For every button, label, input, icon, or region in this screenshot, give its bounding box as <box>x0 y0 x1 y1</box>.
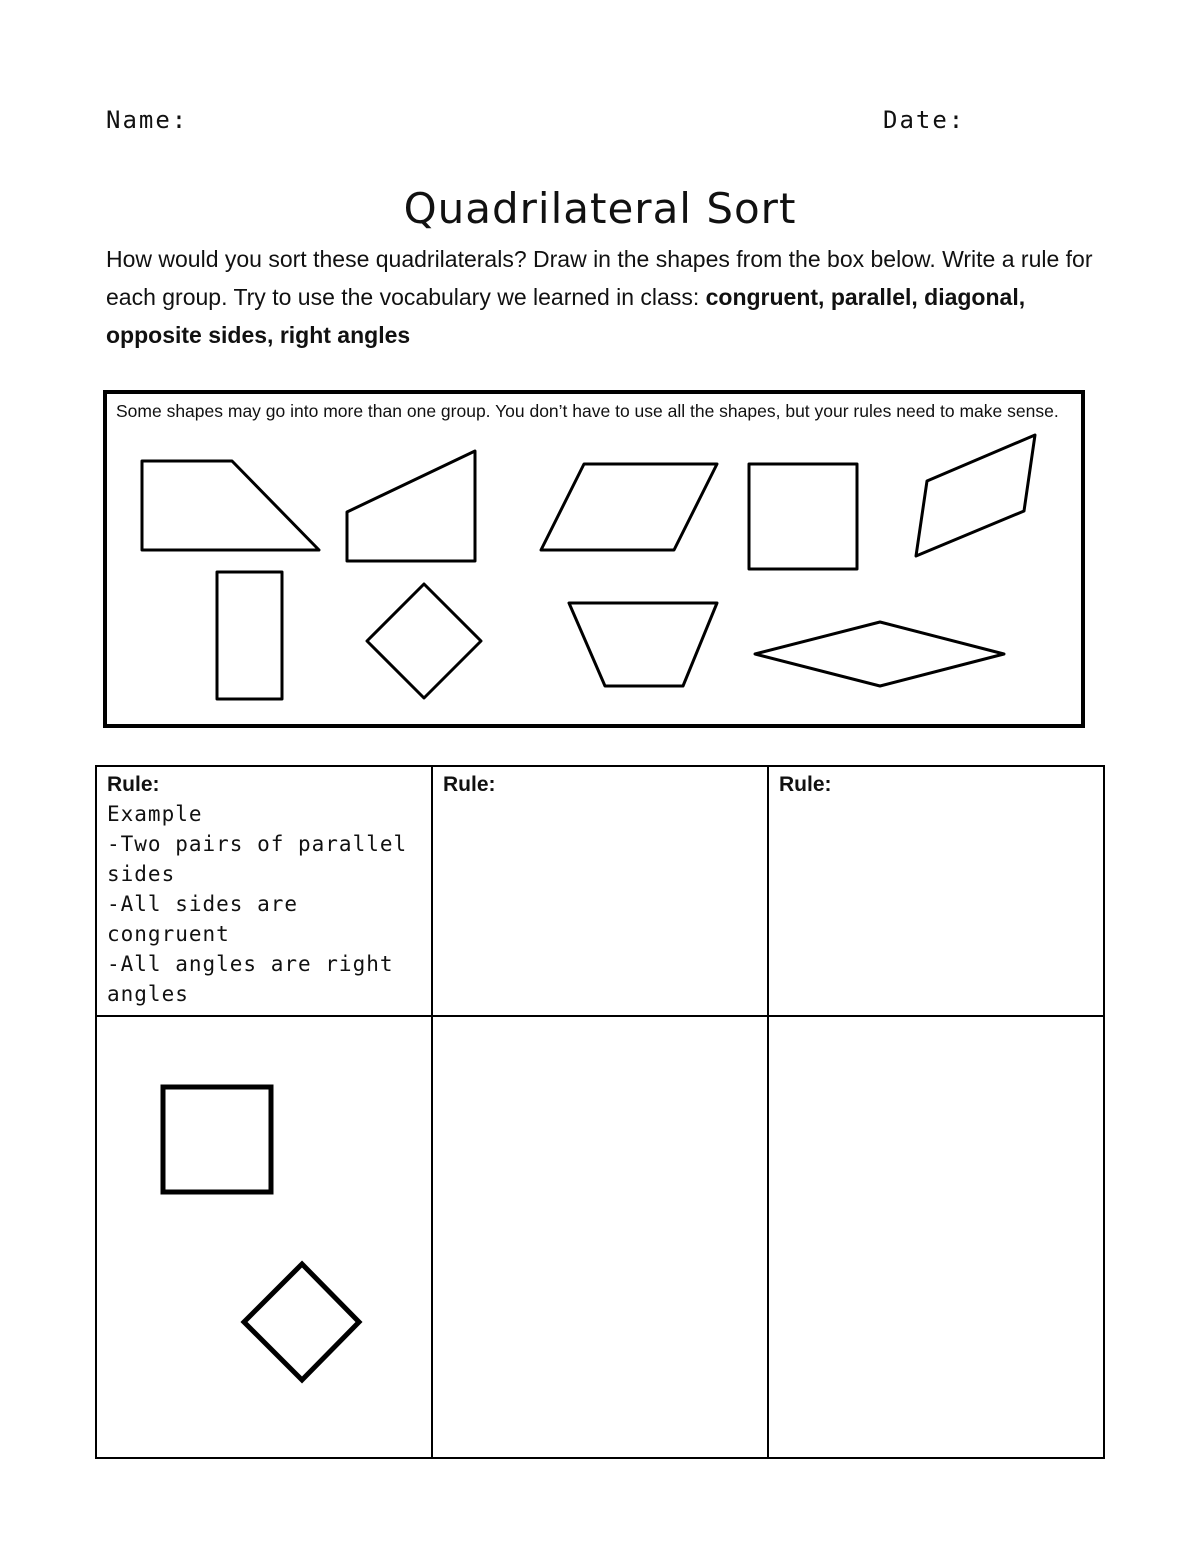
page-title: Quadrilateral Sort <box>403 184 797 234</box>
rectangle-shape <box>217 572 282 699</box>
right-trapezoid-shape <box>142 461 319 550</box>
right-trapezoid-slanted-shape <box>347 451 475 561</box>
sort-table <box>95 765 1105 1459</box>
example-drawn-shapes <box>97 1017 431 1457</box>
instructions <box>106 240 1106 354</box>
rule-row <box>96 766 1104 1016</box>
rhombus-slanted-shape <box>916 435 1035 556</box>
example-rule-text: Example -Two pairs of parallel sides -All sides are congruent -All angles are right angles <box>107 802 408 1006</box>
drawing-cell-3[interactable] <box>768 1016 1104 1458</box>
drawing-cell-1[interactable] <box>96 1016 432 1458</box>
drawing-row <box>96 1016 1104 1458</box>
rule-label: Rule: <box>443 773 496 796</box>
vocabulary-list: congruent, parallel, diagonal, opposite sides, right angles <box>106 284 1026 348</box>
name-label: Name: <box>106 106 189 134</box>
rule-label: Rule: <box>107 773 160 796</box>
parallelogram-shape <box>541 464 717 550</box>
shapes-gallery <box>107 394 1081 724</box>
square-shape <box>749 464 857 569</box>
diamond-square-shape <box>244 1264 359 1380</box>
rhombus-wide-shape <box>755 622 1004 686</box>
diamond-square-shape <box>367 584 481 698</box>
drawing-cell-2[interactable] <box>432 1016 768 1458</box>
isosceles-trapezoid-shape <box>569 603 717 686</box>
instructions-text: How would you sort these quadrilaterals? Draw in the shapes from the box below. Write a rule for each group. Try to use the vocabulary we learned in class: <box>106 246 1093 310</box>
shape-box-note: Some shapes may go into more than one group. You don’t have to use all the shapes, but your rules need to make sense. <box>116 401 1059 421</box>
rule-cell-2[interactable] <box>432 766 768 1016</box>
square-shape <box>163 1087 271 1192</box>
rule-label: Rule: <box>779 773 832 796</box>
rule-cell-3[interactable] <box>768 766 1104 1016</box>
rule-cell-1[interactable] <box>96 766 432 1016</box>
shape-box <box>103 390 1085 728</box>
date-label: Date: <box>883 106 966 134</box>
